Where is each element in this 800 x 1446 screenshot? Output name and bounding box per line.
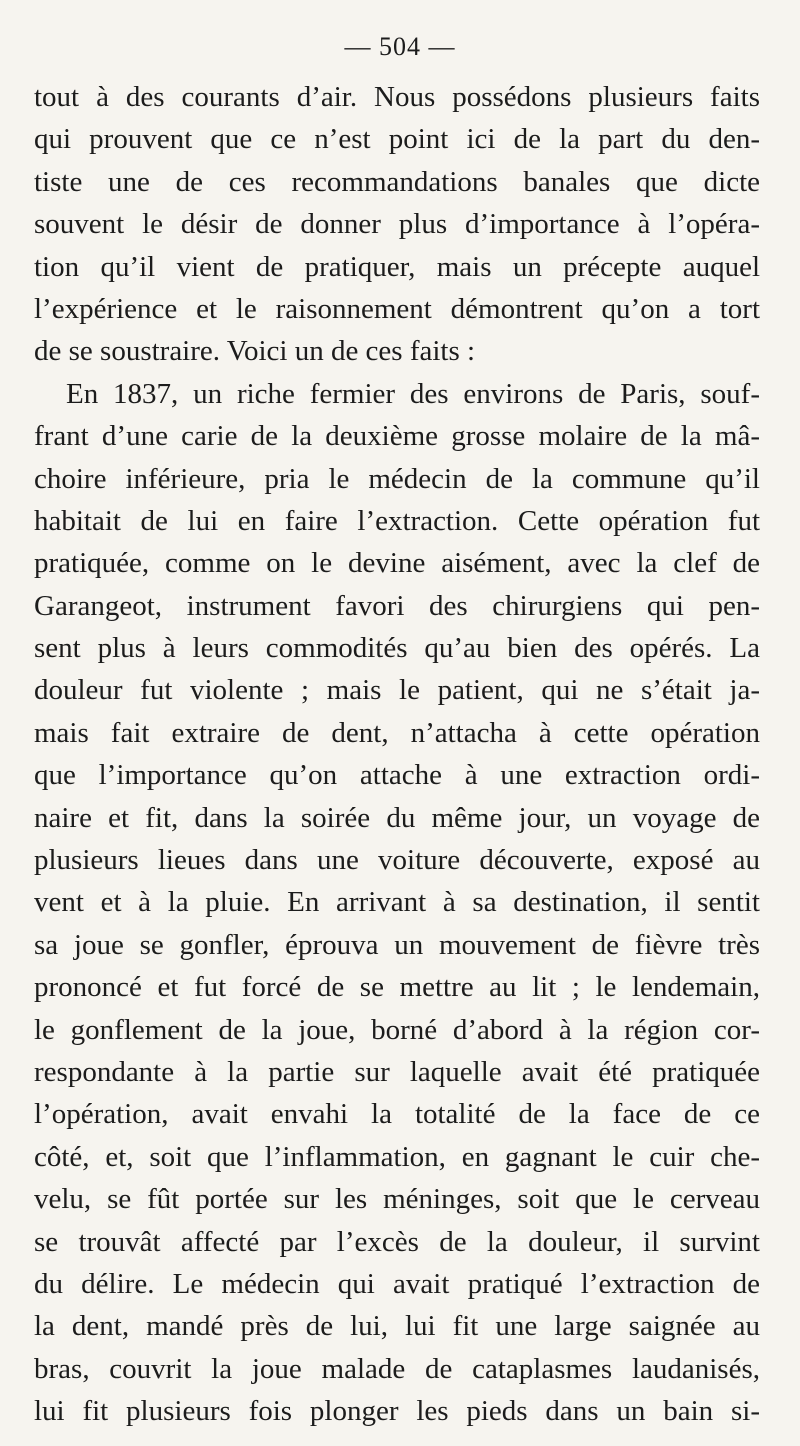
text-line: velu, se fût portée sur les méninges, soit que le cerveau bbox=[34, 1183, 760, 1216]
text-line: prononcé et fut forcé de se mettre au lit ; le lendemain, bbox=[34, 971, 760, 1004]
text-line: sa joue se gonfler, éprouva un mouvement de fièvre très bbox=[34, 928, 760, 961]
text-line: vent et à la pluie. En arrivant à sa destination, il sentit bbox=[34, 886, 760, 919]
text-line: En 1837, un riche fermier des environs de Paris, souf- bbox=[66, 377, 760, 410]
text-line: du délire. Le médecin qui avait pratiqué l’extraction de bbox=[34, 1267, 760, 1300]
text-line: pratiquée, comme on le devine aisément, avec la clef de bbox=[34, 547, 760, 580]
text-line: mais fait extraire de dent, n’attacha à cette opération bbox=[34, 716, 760, 749]
text-line: bras, couvrit la joue malade de cataplasmes laudanisés, bbox=[34, 1352, 760, 1385]
text-line: habitait de lui en faire l’extraction. Cette opération fut bbox=[34, 504, 760, 537]
text-line: plusieurs lieues dans une voiture découverte, exposé au bbox=[34, 844, 760, 877]
text-line: qui prouvent que ce n’est point ici de la part du den- bbox=[34, 123, 760, 156]
text-line: souvent le désir de donner plus d’importance à l’opéra- bbox=[34, 208, 760, 241]
text-line: l’opération, avait envahi la totalité de la face de ce bbox=[34, 1098, 760, 1131]
text-line: lui fit plusieurs fois plonger les pieds dans un bain si- bbox=[34, 1395, 760, 1428]
text-line: côté, et, soit que l’inflammation, en gagnant le cuir che- bbox=[34, 1140, 760, 1173]
text-line: frant d’une carie de la deuxième grosse molaire de la mâ- bbox=[34, 420, 760, 453]
body-text bbox=[34, 76, 760, 1433]
text-line: douleur fut violente ; mais le patient, qui ne s’était ja- bbox=[34, 674, 760, 707]
text-line: tout à des courants d’air. Nous possédons plusieurs faits bbox=[34, 81, 760, 113]
text-line: la dent, mandé près de lui, lui fit une large saignée au bbox=[34, 1310, 760, 1343]
text-line: Garangeot, instrument favori des chirurgiens qui pen- bbox=[34, 589, 760, 622]
text-line: tion qu’il vient de pratiquer, mais un précepte auquel bbox=[34, 250, 760, 283]
text-line: respondante à la partie sur laquelle avait été pratiquée bbox=[34, 1055, 760, 1088]
text-line: le gonflement de la joue, borné d’abord à la région cor- bbox=[34, 1013, 760, 1046]
text-line: l’expérience et le raisonnement démontrent qu’on a tort bbox=[34, 292, 760, 325]
text-line: naire et fit, dans la soirée du même jour, un voyage de bbox=[34, 801, 760, 834]
text-line: tiste une de ces recommandations banales que dicte bbox=[34, 165, 760, 198]
text-line: choire inférieure, pria le médecin de la commune qu’il bbox=[34, 462, 760, 495]
page-number: — 504 — bbox=[344, 32, 456, 61]
text-line: que l’importance qu’on attache à une extraction ordi- bbox=[34, 759, 760, 792]
text-line: de se soustraire. Voici un de ces faits : bbox=[34, 335, 476, 368]
text-line: se trouvât affecté par l’excès de la douleur, il survint bbox=[34, 1225, 760, 1258]
text-line: sent plus à leurs commodités qu’au bien des opérés. La bbox=[34, 632, 760, 665]
